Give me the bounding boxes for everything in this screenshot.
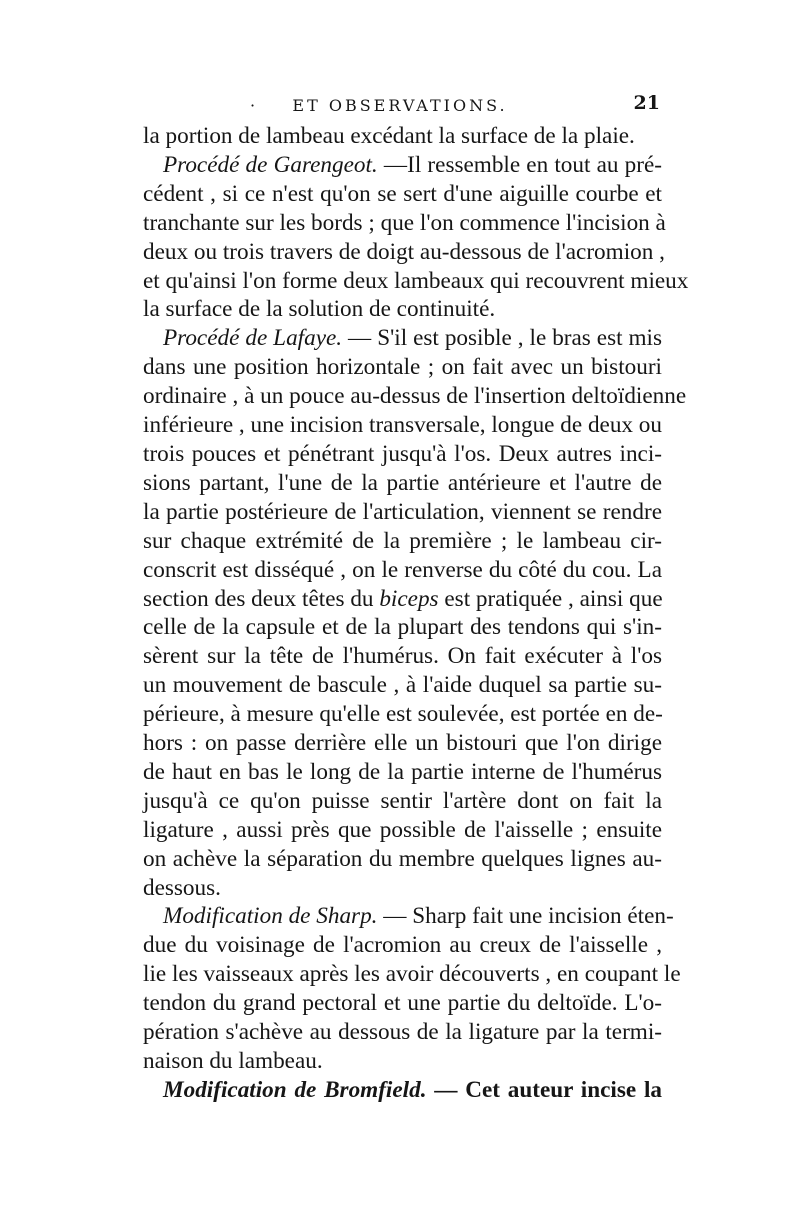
header-dot: ·: [250, 96, 259, 115]
text-line: [143, 613, 662, 642]
styled-text-run: Modification de Bromfield.: [163, 1076, 427, 1103]
text-line: [143, 585, 662, 614]
text-run: deux ou trois travers de doigt au-dessous de l'acromion ,: [143, 238, 665, 265]
text-line: [143, 960, 681, 989]
text-run: celle de la capsule et de la plupart des tendons qui s'in-: [143, 614, 662, 641]
running-title: ET OBSERVATIONS.: [292, 96, 508, 115]
paragraph: [143, 151, 689, 324]
text-run: périeure, à mesure qu'elle est soulevée, est portée en de-: [143, 701, 663, 728]
text-line: [143, 902, 674, 931]
text-line: [143, 527, 662, 556]
text-run: — S'il est posible , le bras est mis: [342, 325, 662, 352]
text-run: la portion de lambeau excédant la surface de la plaie.: [143, 123, 635, 149]
text-line: [143, 324, 662, 353]
text-run: ligature , aussi près que possible de l'aisselle ; ensuite: [143, 816, 662, 843]
text-run: on achève la séparation du membre quelques lignes au-: [143, 845, 662, 872]
text-run: un mouvement de bascule , à l'aide duquel sa partie su-: [143, 672, 662, 699]
text-run: dans une position horizontale ; on fait avec un bistouri: [143, 354, 662, 381]
text-line: [143, 151, 662, 180]
text-line: [143, 267, 689, 296]
text-line: [143, 1018, 662, 1047]
text-line: [143, 209, 666, 238]
paragraph: [143, 122, 662, 151]
styled-text-run: Modification de Sharp.: [163, 903, 378, 930]
text-line: [143, 498, 662, 527]
text-line: [143, 238, 665, 267]
text-line: [143, 295, 662, 324]
text-run: inférieure , une incision transversale, longue de deux ou: [143, 412, 662, 439]
text-line: [143, 180, 662, 209]
text-line: [143, 411, 662, 440]
page-number: 21: [633, 92, 660, 114]
text-run: pération s'achève au dessous de la ligature par la termi-: [143, 1019, 662, 1046]
text-line: [143, 989, 662, 1018]
text-line: [143, 845, 662, 874]
text-run: tendon du grand pectoral et une partie du deltoïde. L'o-: [143, 990, 662, 1017]
text-run: — Sharp fait une incision éten-: [377, 903, 674, 930]
text-line: [143, 353, 662, 382]
body-text: [143, 122, 689, 1105]
text-run: due du voisinage de l'acromion au creux de l'aisselle ,: [143, 932, 662, 959]
text-run: est pratiquée , ainsi que: [438, 585, 663, 612]
styled-text-run: Procédé de Garengeot.: [163, 151, 378, 178]
text-line: [143, 382, 687, 411]
text-run: conscrit est disséqué , on le renverse du côté du cou. La: [143, 556, 662, 583]
text-line: [143, 1047, 662, 1076]
paragraph: [143, 902, 681, 1075]
text-line: [143, 729, 662, 758]
text-run: sèrent sur la tête de l'humérus. On fait exécuter à l'os: [143, 643, 662, 670]
text-line: [143, 122, 662, 151]
text-run: dessous.: [143, 874, 221, 901]
text-line: [143, 469, 662, 498]
text-run: la partie postérieure de l'articulation, viennent se rendre: [143, 498, 662, 525]
styled-text-run: — Cet auteur incise la: [426, 1076, 662, 1103]
text-run: la surface de la solution de continuité.: [143, 296, 496, 323]
text-line: [143, 787, 662, 816]
text-run: jusqu'à ce qu'on puisse sentir l'artère dont on fait la: [143, 787, 662, 814]
styled-text-run: Procédé de Lafaye.: [163, 325, 343, 352]
paragraph: [143, 1076, 662, 1105]
text-run: et qu'ainsi l'on forme deux lambeaux qui recouvrent mieux: [143, 267, 689, 294]
text-run: de haut en bas le long de la partie interne de l'humérus: [143, 758, 662, 785]
text-run: naison du lambeau.: [143, 1048, 323, 1074]
text-line: [143, 874, 662, 903]
styled-text-run: biceps: [379, 585, 439, 612]
paragraph: [143, 324, 687, 902]
text-line: [143, 931, 662, 960]
text-line: [143, 758, 662, 787]
text-run: trois pouces et pénétrant jusqu'à l'os. Deux autres inci-: [143, 440, 662, 467]
text-run: sur chaque extrémité de la première ; le lambeau cir-: [143, 527, 662, 554]
running-header: [140, 92, 660, 124]
text-line: [143, 642, 662, 671]
text-run: section des deux têtes du: [143, 585, 380, 612]
text-run: hors : on passe derrière elle un bistouri que l'on dirige: [143, 730, 662, 757]
text-run: ordinaire , à un pouce au-dessus de l'insertion deltoïdienne: [143, 383, 687, 410]
text-run: —Il ressemble en tout au pré-: [377, 151, 662, 178]
text-run: tranchante sur les bords ; que l'on commence l'incision à: [143, 209, 666, 236]
text-line: [143, 700, 662, 729]
text-line: [143, 671, 662, 700]
text-line: [143, 1076, 662, 1105]
text-line: [143, 556, 662, 585]
text-line: [143, 816, 662, 845]
text-line: [143, 440, 662, 469]
text-run: sions partant, l'une de la partie antérieure et l'autre de: [143, 469, 662, 496]
text-run: cédent , si ce n'est qu'on se sert d'une aiguille courbe et: [143, 180, 662, 207]
text-run: lie les vaisseaux après les avoir découverts , en coupant le: [143, 961, 681, 988]
